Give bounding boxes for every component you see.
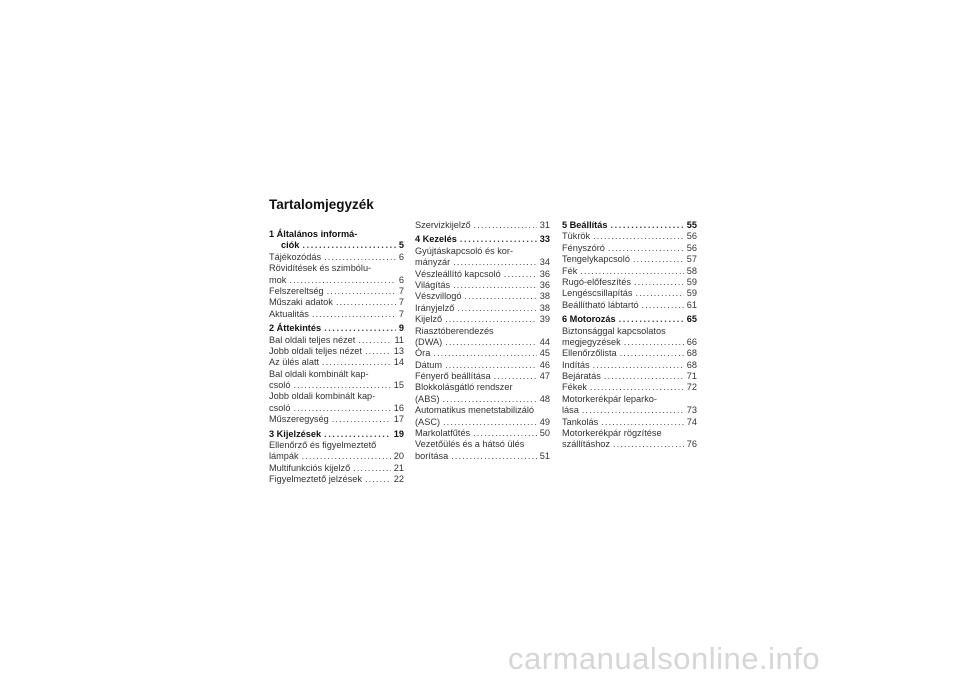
toc-entry[interactable] [415, 382, 550, 405]
toc-entry-label: Kijelző [415, 314, 443, 325]
toc-entry-label: 2 Áttekintés [269, 323, 322, 334]
toc-page-number: 6 [398, 251, 404, 262]
toc-entry-label: Világítás [415, 279, 451, 290]
toc-page-number: 21 [393, 462, 404, 473]
dot-leader [457, 303, 536, 314]
toc-entry-title-line: Motorkerékpár rögzítése [562, 428, 662, 439]
toc-entry[interactable] [415, 303, 550, 314]
toc-entry-row [415, 303, 550, 314]
toc-chapter-entry[interactable] [269, 323, 404, 334]
toc-entry-label: Figyelmeztető jelzések [269, 474, 362, 485]
toc-entry[interactable] [269, 263, 404, 286]
toc-entry[interactable] [562, 348, 697, 359]
toc-page-number: 7 [398, 308, 404, 319]
toc-entry-row [269, 429, 404, 440]
toc-page-number: 71 [686, 371, 697, 382]
toc-page-number: 19 [393, 428, 404, 439]
toc-entry[interactable] [562, 231, 697, 242]
toc-entry-label: (ASC) [415, 416, 441, 427]
toc-entry-row [415, 348, 550, 359]
toc-entry-label: Bal oldali teljes nézet [269, 334, 356, 345]
toc-entry-label: Szervizkijelző [415, 219, 471, 230]
toc-entry[interactable] [415, 269, 550, 280]
toc-page-number: 49 [539, 416, 550, 427]
toc-entry-label: Tájékozódás [269, 251, 322, 262]
toc-entry[interactable] [415, 326, 550, 349]
toc-chapter-entry[interactable] [562, 220, 697, 231]
toc-entry-row [415, 291, 550, 302]
toc-entry[interactable] [562, 417, 697, 428]
dot-leader [445, 314, 537, 325]
toc-entry-label: Indítás [562, 359, 590, 370]
toc-entry-row [269, 357, 404, 368]
toc-entry-row [562, 360, 697, 371]
toc-page-number: 51 [539, 450, 550, 461]
dot-leader [324, 252, 396, 263]
toc-page-number: 61 [686, 299, 697, 310]
dot-leader [582, 405, 684, 416]
toc-entry[interactable] [562, 382, 697, 393]
toc-entry-label: Beállítható lábtartó [562, 299, 639, 310]
toc-page-number: 73 [686, 405, 697, 416]
toc-entry[interactable] [415, 405, 550, 428]
dot-leader [460, 234, 537, 245]
toc-entry[interactable] [562, 288, 697, 299]
toc-entry-title-line: Gyújtáskapcsoló és kor- [415, 245, 514, 256]
toc-entry-row [269, 414, 404, 425]
toc-page-number: 68 [686, 348, 697, 359]
toc-entry[interactable] [269, 440, 404, 463]
toc-entry-row [562, 266, 697, 277]
toc-entry-label: ciók [281, 240, 300, 251]
toc-entry-row [269, 335, 404, 346]
toc-entry-label: 5 Beállítás [562, 219, 608, 230]
dot-leader [624, 337, 684, 348]
toc-entry[interactable] [562, 371, 697, 382]
toc-page-number: 38 [539, 302, 550, 313]
toc-page-number: 58 [686, 265, 697, 276]
dot-leader [445, 337, 537, 348]
dot-leader [610, 220, 683, 231]
dot-leader [327, 286, 396, 297]
dot-leader [365, 346, 391, 357]
toc-entry-row [415, 280, 550, 291]
toc-entry-label: Felszereltség [269, 285, 324, 296]
toc-entry[interactable] [415, 428, 550, 439]
toc-entry-title-line: Bal oldali kombinált kap- [269, 368, 369, 379]
toc-entry[interactable] [562, 254, 697, 265]
toc-chapter-entry[interactable] [562, 314, 697, 325]
dot-leader [635, 288, 683, 299]
toc-entry[interactable] [562, 428, 697, 451]
toc-entry-label: Tükrök [562, 231, 591, 242]
toc-entry-row [269, 240, 404, 251]
toc-entry[interactable] [415, 220, 550, 231]
toc-page-number: 7 [398, 297, 404, 308]
toc-entry-label: Óra [415, 348, 431, 359]
toc-column-3 [562, 220, 697, 451]
toc-entry-label: szállításhoz [562, 439, 611, 450]
toc-entry-row [562, 337, 697, 348]
dot-leader [604, 371, 684, 382]
toc-entry-row [415, 428, 550, 439]
toc-page-number: 65 [686, 314, 697, 325]
toc-page-number: 31 [539, 219, 550, 230]
toc-entry-label: (ABS) [415, 393, 440, 404]
toc-entry-label: megjegyzések [562, 336, 621, 347]
toc-page-number: 59 [686, 288, 697, 299]
toc-entry-title-line: Ellenőrző és figyelmeztető [269, 440, 377, 451]
toc-entry-row [269, 323, 404, 334]
dot-leader [608, 243, 684, 254]
toc-entry[interactable] [415, 314, 550, 325]
toc-page-number: 50 [539, 428, 550, 439]
dot-leader [453, 257, 537, 268]
toc-entry-label: Fék [562, 265, 578, 276]
toc-entry[interactable] [269, 286, 404, 297]
dot-leader [302, 451, 391, 462]
toc-entry[interactable] [562, 266, 697, 277]
toc-entry-row [269, 463, 404, 474]
dot-leader [332, 414, 391, 425]
dot-leader [365, 474, 391, 485]
toc-entry-row [562, 277, 697, 288]
toc-entry[interactable] [415, 280, 550, 291]
toc-entry-row [415, 234, 550, 245]
toc-entry-row [415, 257, 550, 268]
toc-entry[interactable] [269, 474, 404, 485]
toc-entry-row [562, 314, 697, 325]
toc-page-number: 20 [393, 451, 404, 462]
toc-entry-title-line: Jobb oldali kombinált kap- [269, 391, 376, 402]
toc-entry-row [415, 360, 550, 371]
dot-leader [504, 269, 537, 280]
dot-leader [590, 382, 684, 393]
toc-page-number: 74 [686, 416, 697, 427]
toc-entry-label: Ellenőrzőlista [562, 348, 617, 359]
toc-entry[interactable] [415, 246, 550, 269]
toc-entry-label: csoló [269, 402, 291, 413]
toc-entry[interactable] [562, 394, 697, 417]
toc-entry[interactable] [415, 371, 550, 382]
toc-entry[interactable] [269, 369, 404, 392]
toc-entry-row [269, 346, 404, 357]
dot-leader [293, 403, 390, 414]
toc-entry-label: 6 Motorozás [562, 314, 616, 325]
toc-page-number: 56 [686, 242, 697, 253]
toc-entry[interactable] [269, 335, 404, 346]
dot-leader [453, 280, 537, 291]
toc-page-number: 55 [686, 219, 697, 230]
toc-page-number: 68 [686, 359, 697, 370]
toc-entry-label: Aktualitás [269, 308, 309, 319]
toc-entry-label: Markolatfűtés [415, 428, 471, 439]
dot-leader [302, 240, 395, 251]
dot-leader [619, 314, 684, 325]
toc-entry-row [415, 220, 550, 231]
toc-entry-label: Jobb oldali teljes nézet [269, 345, 362, 356]
toc-entry[interactable] [269, 346, 404, 357]
toc-entry-row [562, 220, 697, 231]
toc-entry-label: Az ülés alatt [269, 357, 320, 368]
dot-leader [445, 360, 537, 371]
dot-leader [443, 394, 537, 405]
dot-leader [451, 451, 537, 462]
toc-page-number: 59 [686, 276, 697, 287]
toc-page-number: 38 [539, 291, 550, 302]
toc-entry-label: lámpák [269, 451, 299, 462]
toc-chapter-entry[interactable] [415, 234, 550, 245]
toc-entry-title-line: Riasztóberendezés [415, 325, 494, 336]
toc-entry-row [415, 314, 550, 325]
dot-leader [593, 360, 684, 371]
toc-entry-title-line: Automatikus menetstabilizáló [415, 405, 534, 416]
dot-leader [464, 291, 536, 302]
toc-page-number: 46 [539, 359, 550, 370]
toc-entry-row [269, 403, 404, 414]
dot-leader [474, 220, 537, 231]
toc-page-number: 76 [686, 439, 697, 450]
toc-entry-label: 4 Kezelés [415, 234, 457, 245]
dot-leader [322, 357, 391, 368]
toc-entry[interactable] [269, 309, 404, 320]
toc-entry-title-line: Blokkolásgátló rendszer [415, 382, 513, 393]
toc-column-1 [269, 229, 404, 486]
dot-leader [324, 323, 396, 334]
toc-page-number: 15 [393, 380, 404, 391]
toc-entry[interactable] [562, 326, 697, 349]
toc-page-number: 36 [539, 268, 550, 279]
toc-page-number: 13 [393, 345, 404, 356]
toc-entry[interactable] [562, 243, 697, 254]
dot-leader [580, 266, 683, 277]
toc-entry-label: Bejáratás [562, 371, 601, 382]
toc-entry[interactable] [415, 291, 550, 302]
toc-entry-row [269, 474, 404, 485]
toc-entry-label: Fényszóró [562, 242, 605, 253]
toc-entry[interactable] [562, 277, 697, 288]
toc-page-number: 47 [539, 371, 550, 382]
dot-leader [634, 277, 684, 288]
toc-entry-label: Vészvillogó [415, 291, 462, 302]
toc-entry[interactable] [269, 252, 404, 263]
toc-page-number: 6 [398, 274, 404, 285]
toc-entry-row [269, 380, 404, 391]
dot-leader [593, 231, 684, 242]
toc-entry-row [562, 348, 697, 359]
dot-leader [353, 463, 391, 474]
toc-page-number: 17 [393, 414, 404, 425]
toc-page-number: 33 [539, 234, 550, 245]
toc-page-number: 22 [393, 474, 404, 485]
toc-entry-row [562, 254, 697, 265]
toc-entry-label: Fékek [562, 382, 588, 393]
toc-entry-label: Tengelykapcsoló [562, 254, 630, 265]
toc-entry-row [415, 269, 550, 280]
toc-entry-title-line: 1 Általános informá- [269, 229, 358, 239]
toc-entry[interactable] [415, 360, 550, 371]
toc-entry-row [415, 337, 550, 348]
toc-page-number: 14 [393, 357, 404, 368]
toc-page-number: 9 [398, 323, 404, 334]
toc-entry-label: mányzár [415, 257, 451, 268]
dot-leader [633, 254, 684, 265]
page-title: Tartalomjegyzék [269, 197, 374, 212]
toc-page-number: 56 [686, 231, 697, 242]
toc-entry-row [269, 275, 404, 286]
toc-entry-row [562, 417, 697, 428]
dot-leader [473, 428, 537, 439]
toc-entry-row [269, 297, 404, 308]
toc-entry[interactable] [269, 463, 404, 474]
dot-leader [433, 348, 536, 359]
toc-column-2 [415, 220, 550, 462]
toc-entry[interactable] [269, 414, 404, 425]
toc-entry-row [562, 243, 697, 254]
toc-page-number: 16 [393, 402, 404, 413]
toc-page-number: 7 [398, 285, 404, 296]
toc-entry-label: Műszeregység [269, 414, 329, 425]
toc-page-number: 44 [539, 336, 550, 347]
toc-page-number: 11 [394, 334, 404, 345]
toc-entry-row [562, 231, 697, 242]
toc-entry[interactable] [562, 300, 697, 311]
toc-entry-title-line: Biztonsággal kapcsolatos [562, 325, 666, 336]
toc-entry-label: Rugó-előfeszítés [562, 276, 631, 287]
dot-leader [613, 439, 684, 450]
toc-entry-row [562, 371, 697, 382]
toc-page-number: 34 [539, 257, 550, 268]
toc-page-number: 57 [686, 254, 697, 265]
toc-entry-title-line: Vezetőülés és a hátsó ülés [415, 439, 525, 450]
toc-page-number: 66 [686, 336, 697, 347]
toc-entry-label: Tankolás [562, 416, 599, 427]
toc-entry-title-line: Rövidítések és szimbólu- [269, 263, 372, 274]
toc-entry-row [415, 451, 550, 462]
toc-entry-label: Lengéscsillapítás [562, 288, 633, 299]
dot-leader [312, 309, 396, 320]
toc-entry-row [562, 405, 697, 416]
dot-leader [358, 335, 391, 346]
toc-entry-title-line: Motorkerékpár leparko- [562, 393, 657, 404]
toc-entry-label: lása [562, 405, 579, 416]
toc-entry-label: 3 Kijelzések [269, 428, 322, 439]
toc-entry[interactable] [415, 439, 550, 462]
toc-entry-row [415, 417, 550, 428]
toc-entry-row [269, 309, 404, 320]
toc-entry-row [269, 252, 404, 263]
dot-leader [443, 417, 537, 428]
dot-leader [336, 297, 396, 308]
toc-entry[interactable] [269, 357, 404, 368]
toc-entry-label: Műszaki adatok [269, 297, 333, 308]
toc-entry-label: borítása [415, 450, 449, 461]
toc-entry[interactable] [415, 348, 550, 359]
toc-entry-label: Multifunkciós kijelző [269, 462, 351, 473]
toc-entry-row [562, 300, 697, 311]
toc-entry-row [415, 394, 550, 405]
toc-page-number: 36 [539, 279, 550, 290]
toc-page-number: 48 [539, 393, 550, 404]
dot-leader [494, 371, 537, 382]
toc-entry[interactable] [562, 360, 697, 371]
dot-leader [293, 380, 390, 391]
toc-entry-row [269, 451, 404, 462]
toc-entry-row [562, 382, 697, 393]
toc-entry-row [415, 371, 550, 382]
toc-entry-label: mok [269, 274, 287, 285]
toc-entry-label: (DWA) [415, 336, 443, 347]
toc-page-number: 39 [539, 314, 550, 325]
toc-page-number: 5 [398, 240, 404, 251]
dot-leader [601, 417, 684, 428]
dot-leader [289, 275, 396, 286]
toc-entry-row [269, 286, 404, 297]
toc-entry-row [562, 288, 697, 299]
dot-leader [642, 300, 684, 311]
toc-chapter-entry[interactable] [269, 229, 404, 252]
toc-page-number: 45 [539, 348, 550, 359]
toc-chapter-entry[interactable] [269, 429, 404, 440]
dot-leader [620, 348, 684, 359]
toc-entry-label: csoló [269, 380, 291, 391]
toc-entry-label: Irányjelző [415, 302, 455, 313]
dot-leader [324, 429, 391, 440]
toc-entry[interactable] [269, 297, 404, 308]
toc-page-number: 72 [686, 382, 697, 393]
toc-entry[interactable] [269, 391, 404, 414]
toc-entry-label: Fényerő beállítása [415, 371, 491, 382]
toc-entry-label: Dátum [415, 359, 443, 370]
toc-entry-label: Vészleállító kapcsoló [415, 268, 501, 279]
watermark: carmanualsonline.info [508, 641, 821, 676]
toc-entry-row [562, 439, 697, 450]
